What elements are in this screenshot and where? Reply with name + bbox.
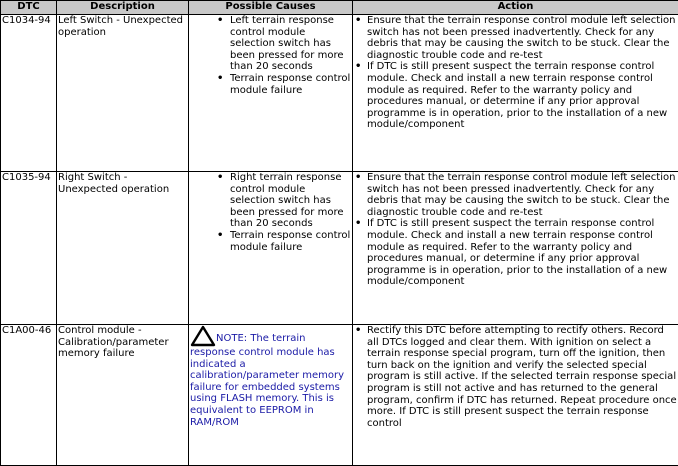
causes-list bbox=[190, 172, 351, 253]
causes-list bbox=[190, 15, 351, 96]
cause-text: Terrain response control module failure bbox=[230, 73, 350, 96]
bullet-icon: • bbox=[355, 15, 361, 27]
action-text: Rectify this DTC before attempting to rectify others. Record all DTCs logged and clear them. With ignition on select a terrain response special program, turn off the ignition, then turn back on the ignition and verify the selected special program is still active. If the selected terrain response special program is still not active and has returned to the general program, confirm if DTC has returned. Repeat procedure once more. If DTC is still present suspect the terrain response control bbox=[367, 325, 677, 429]
list-item bbox=[354, 172, 677, 218]
dtc-description: Control module - Calibration/parameter memory failure bbox=[57, 325, 189, 466]
table-row bbox=[1, 172, 678, 325]
action-cell bbox=[353, 325, 678, 466]
header-possible-causes: Possible Causes bbox=[189, 1, 353, 15]
cause-text: Terrain response control module failure bbox=[230, 230, 350, 253]
action-cell bbox=[353, 172, 678, 325]
header-action: Action bbox=[353, 1, 678, 15]
bullet-icon: • bbox=[355, 218, 361, 230]
header-dtc: DTC bbox=[1, 1, 57, 15]
table-row bbox=[1, 325, 678, 466]
dtc-description: Left Switch - Unexpected operation bbox=[57, 15, 189, 172]
note-text: NOTE: The terrain response control module has indicated a calibration/parameter memory failure for embedded systems using FLASH memory. This is equivalent to EEPROM in RAM/ROM bbox=[190, 333, 344, 428]
dtc-description: Right Switch - Unexpected operation bbox=[57, 172, 189, 325]
note-block bbox=[190, 325, 351, 428]
possible-causes-cell bbox=[189, 325, 353, 466]
possible-causes-cell bbox=[189, 172, 353, 325]
list-item bbox=[190, 172, 351, 230]
actions-list bbox=[354, 325, 677, 429]
action-text: Ensure that the terrain response control module left selection switch has not been pressed inadvertently. Check for any debris that may be causing the switch to be stuck. Clear the diagnostic trouble code and re-test bbox=[367, 172, 675, 218]
action-text: If DTC is still present suspect the terrain response control module. Check and install a new terrain response control module as required. Refer to the warranty policy and procedures manual, or determine if any prior approval programme is in operation, prior to the installation of a new module/component bbox=[367, 61, 667, 130]
cause-text: Left terrain response control module selection switch has been pressed for more than 20 seconds bbox=[230, 15, 344, 72]
list-item bbox=[354, 325, 677, 429]
bullet-icon: • bbox=[217, 15, 223, 27]
table-header-row bbox=[1, 1, 678, 15]
possible-causes-cell bbox=[189, 15, 353, 172]
header-description: Description bbox=[57, 1, 189, 15]
list-item bbox=[354, 218, 677, 288]
list-item bbox=[190, 73, 351, 96]
table-row bbox=[1, 15, 678, 172]
dtc-code: C1A00-46 bbox=[1, 325, 57, 466]
action-text: If DTC is still present suspect the terrain response control module. Check and install a new terrain response control module as required. Refer to the warranty policy and procedures manual, or determine if any prior approval programme is in operation, prior to the installation of a new module/component bbox=[367, 218, 667, 287]
bullet-icon: • bbox=[355, 325, 361, 337]
actions-list bbox=[354, 15, 677, 131]
list-item bbox=[190, 230, 351, 253]
dtc-code: C1035-94 bbox=[1, 172, 57, 325]
list-item bbox=[354, 61, 677, 131]
bullet-icon: • bbox=[217, 73, 223, 85]
dtc-code: C1034-94 bbox=[1, 15, 57, 172]
bullet-icon: • bbox=[355, 172, 361, 184]
bullet-icon: • bbox=[217, 230, 223, 242]
actions-list bbox=[354, 172, 677, 288]
bullet-icon: • bbox=[217, 172, 223, 184]
action-cell bbox=[353, 15, 678, 172]
list-item bbox=[190, 15, 351, 73]
cause-text: Right terrain response control module selection switch has been pressed for more than 20 seconds bbox=[230, 172, 344, 229]
bullet-icon: • bbox=[355, 61, 361, 73]
warning-triangle-icon bbox=[190, 325, 216, 347]
action-text: Ensure that the terrain response control module left selection switch has not been pressed inadvertently. Check for any debris that may be causing the switch to be stuck. Clear the diagnostic trouble code and re-test bbox=[367, 15, 675, 61]
list-item bbox=[354, 15, 677, 61]
